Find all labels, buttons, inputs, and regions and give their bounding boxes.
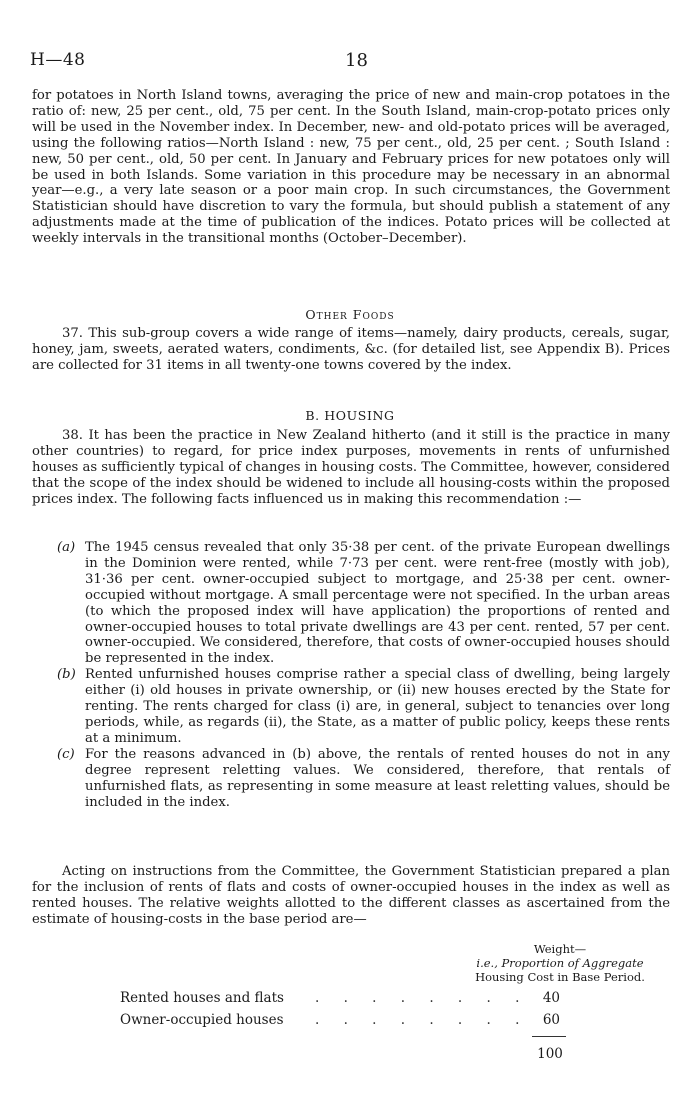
row-name: Owner-occupied houses [120, 1012, 284, 1028]
page-number: 18 [345, 50, 368, 71]
weight-header-line-1: Weight— [533, 942, 587, 956]
paragraph-37-text: 37. This sub-group covers a wide range of items—namely, dairy products, cereals, sugar, honey, jam, sweets, aerated waters, condiments, &c. (for detailed list, see Appendix B). Prices are collected for 31 items in all twenty-one towns covered by the index. [32, 326, 670, 373]
list-item [57, 747, 670, 811]
table-row [120, 990, 560, 1008]
row-value: 60 [542, 1012, 560, 1028]
list-item [57, 540, 670, 667]
list-item-text: Rented unfurnished houses comprise rather a special class of dwelling, being largely either (i) old houses in private ownership, or (ii) new houses erected by the State for renting. The rents charged for class (i) are, in general, subject to tenancies over long periods, while, as regards (ii), the State, as a matter of public policy, keeps these rents at a minimum. [85, 667, 670, 746]
list-item-label: (c) [57, 746, 75, 762]
leader-dots: . . . . . . . . [315, 990, 530, 1006]
paragraph-38 [32, 428, 670, 508]
weight-column-header [460, 942, 660, 984]
weight-header-line-3: Housing Cost in Base Period. [475, 970, 645, 984]
paragraph-potatoes-text: for potatoes in North Island towns, averaging the price of new and main-crop potatoes in the ratio of: new, 25 per cent., old, 75 per cent. In the South Island, main-crop-potato prices only will be used in the November index. In December, new- and old-potato prices will be averaged, using the following ratios—North Island : new, 75 per cent., old, 25 per cent. ; South Island : new, 50 per cent., old, 50 per cent. In January and February prices for new potatoes only will be used in both Islands. Some variation in this procedure may be necessary in an abnormal year—e.g., a very late season or a poor main crop. In such circumstances, the Government Statistician should have discretion to vary the formula, but should publish a statement of any adjustments made at the time of publication of the indices. Potato prices will be collected at weekly intervals in the transitional months (October–December). [32, 88, 670, 247]
list-item-text: For the reasons advanced in (b) above, the rentals of rented houses do not in any degree represent reletting values. We considered, therefore, that rentals of unfurnished flats, as representing in some measure at least reletting values, should be included in the index. [85, 746, 670, 810]
paragraph-potatoes [32, 88, 670, 247]
list-item-label: (b) [57, 667, 76, 683]
paragraph-38-text: 38. It has been the practice in New Zealand hitherto (and it still is the practice in many other countries) to regard, for price index purposes, movements in rents of unfurnished houses as sufficiently typical of changes in housing costs. The Committee, however, considered that the scope of the index should be widened to include all housing-costs within the proposed prices index. The following facts influenced us in making this recommendation :— [32, 428, 670, 507]
paragraph-acting-text: Acting on instructions from the Committee, the Government Statistician prepared a plan for the inclusion of rents of flats and costs of owner-occupied houses in the index as well as rented houses. The relative weights allotted to the different classes as ascertained from the estimate of housing-costs in the base period are— [32, 864, 670, 927]
list-item-label: (a) [57, 540, 76, 555]
total-value: 100 [537, 1046, 563, 1062]
weight-header-line-2: i.e., Proportion of Aggregate [476, 956, 644, 970]
row-name: Rented houses and flats [120, 990, 284, 1006]
paragraph-37 [32, 326, 670, 374]
heading-housing: B. HOUSING [305, 408, 395, 423]
heading-other-foods: Other Foods [305, 307, 395, 322]
total-rule [532, 1036, 566, 1037]
list-item-text: The 1945 census revealed that only 35·38 per cent. of the private European dwellings in the Dominion were rented, while 7·73 per cent. were rent-free (mostly with job), 31·36 per cent. owner-occupied subject to mortgage, and 25·38 per cent. owner-occupied without mortgage. A small percentage were not specified. In the urban areas (to which the proposed index will have application) the proportions of rented and owner-occupied houses to total private dwellings are 43 per cent. rented, 57 per cent. owner-occupied. We considered, therefore, that costs of owner-occupied houses should be represented in the index. [85, 540, 670, 667]
leader-dots: . . . . . . . . [315, 1012, 530, 1028]
list-item [57, 667, 670, 747]
table-row [120, 1012, 560, 1030]
row-value: 40 [542, 990, 560, 1006]
document-reference: H—48 [30, 50, 86, 70]
paragraph-acting [32, 864, 670, 928]
